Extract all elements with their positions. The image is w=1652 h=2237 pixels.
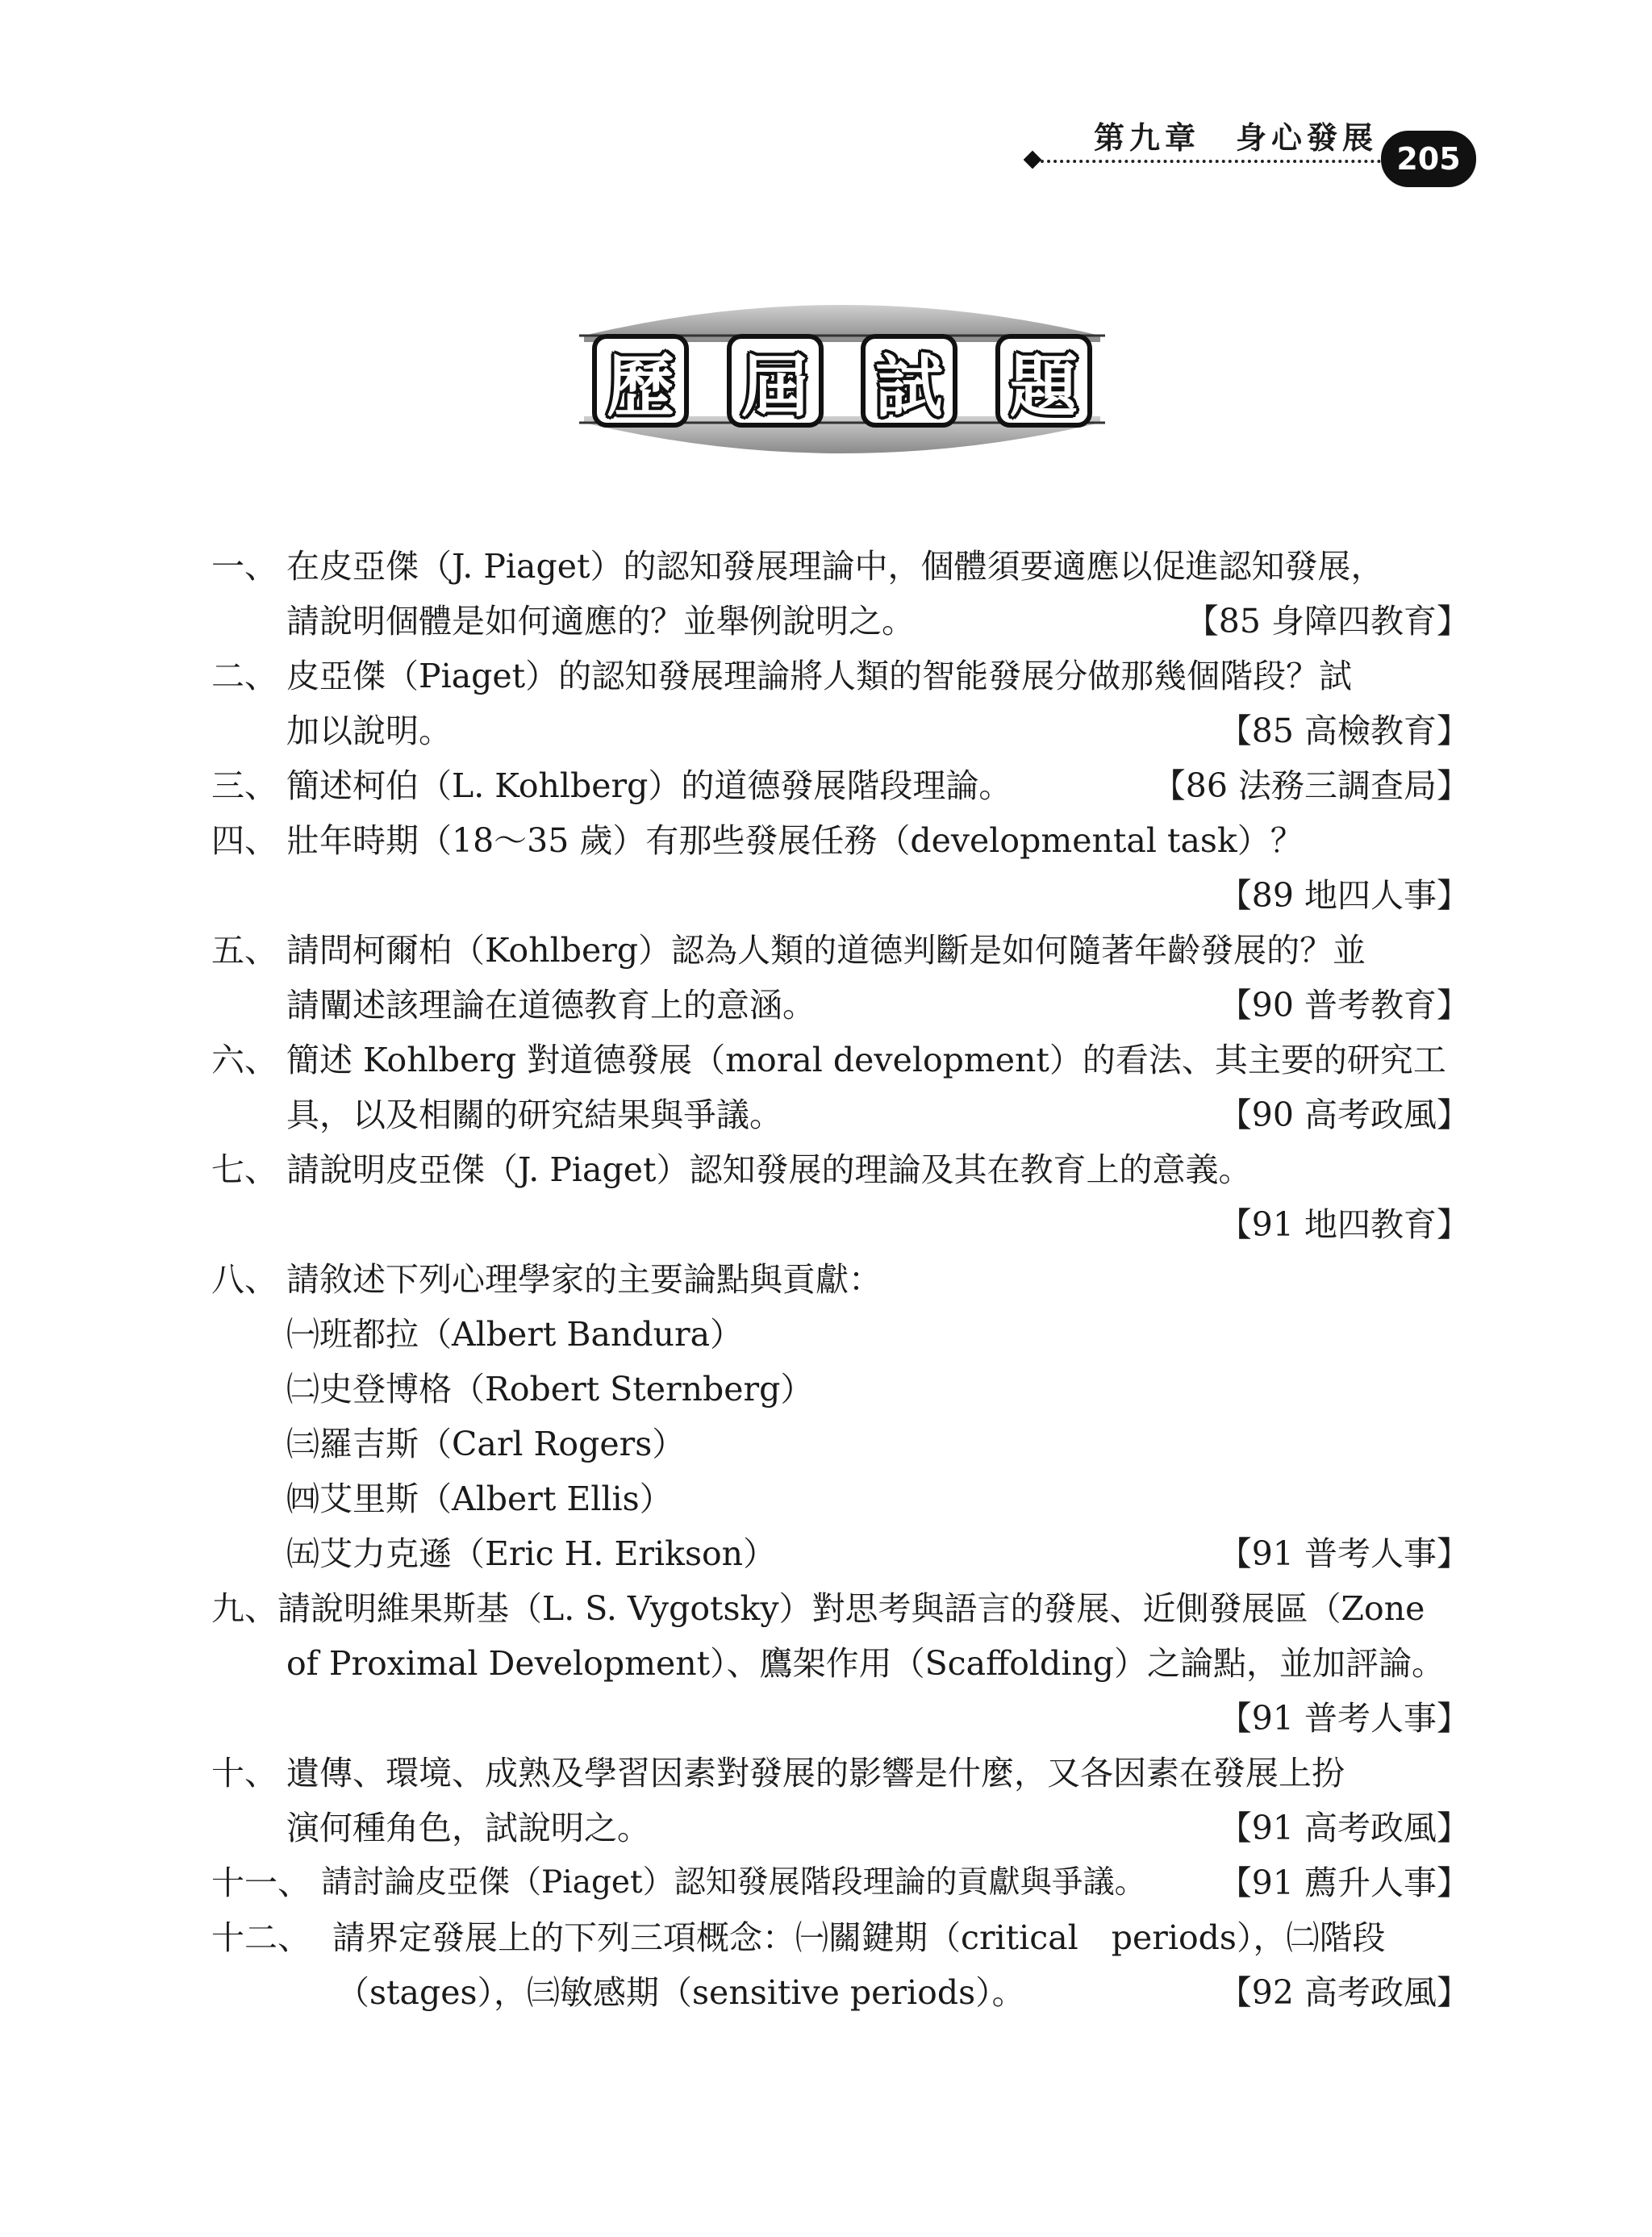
exam-source: 【91 普考人事】	[1218, 1534, 1470, 1573]
dotted-rule	[1041, 160, 1387, 163]
banner-char: 屆	[727, 334, 824, 428]
question-text: 請界定發展上的下列三項概念：㈠關鍵期（critical periods），㈡階段	[332, 1918, 1386, 1957]
sub-item-text: ㈠班都拉（Albert Bandura）	[286, 1315, 744, 1354]
question-line	[211, 1801, 1470, 1855]
banner-char: 試	[861, 334, 957, 428]
exam-source: 【90 普考教育】	[1218, 986, 1470, 1025]
question-text: 演何種角色，試說明之。	[286, 1809, 650, 1847]
question-line	[211, 1252, 1470, 1307]
question-list	[211, 539, 1470, 2020]
question-line	[211, 1142, 1470, 1197]
question-line	[211, 703, 1470, 758]
exam-source: 【91 薦升人事】	[1218, 1863, 1470, 1902]
exam-source: 【85 高檢教育】	[1218, 712, 1470, 750]
question-text: 皮亞傑（Piaget）的認知發展理論將人類的智能發展分做那幾個階段？試	[286, 657, 1353, 695]
question-line	[211, 868, 1470, 923]
sub-item-text: ㈤艾力克遜（Eric H. Erikson）	[286, 1534, 777, 1573]
question-text: 請問柯爾柏（Kohlberg）認為人類的道德判斷是如何隨著年齡發展的？並	[286, 931, 1366, 970]
question-text: 請說明個體是如何適應的？並舉例說明之。	[286, 602, 915, 641]
question-text: of Proximal Development）、鷹架作用（Scaffolding）之論點，並加評論。	[286, 1644, 1446, 1683]
section-banner	[579, 282, 1105, 476]
exam-source: 【89 地四人事】	[1218, 876, 1470, 915]
sub-item-text: ㈡史登博格（Robert Sternberg）	[286, 1370, 814, 1409]
question-line	[211, 1197, 1470, 1252]
question-line	[211, 1746, 1470, 1801]
question-text: 請說明維果斯基（L. S. Vygotsky）對思考與語言的發展、近側發展區（Zone	[277, 1589, 1425, 1628]
question-line	[211, 758, 1470, 813]
exam-source: 【86 法務三調查局】	[1152, 766, 1470, 805]
banner-char: 歷	[592, 334, 689, 428]
question-text: （stages），㈢敏感期（sensitive periods）。	[336, 1973, 1025, 2012]
question-line	[211, 1581, 1470, 1636]
question-number: 六、	[211, 1041, 277, 1079]
question-number: 一、	[211, 547, 277, 586]
question-text: 簡述柯伯（L. Kohlberg）的道德發展階段理論。	[286, 766, 1012, 805]
banner-char: 題	[995, 334, 1092, 428]
sub-item	[211, 1362, 1470, 1417]
question-line	[211, 539, 1470, 594]
sub-item	[211, 1307, 1470, 1362]
question-text: 加以說明。	[286, 712, 452, 750]
question-number: 十二、	[211, 1918, 311, 1957]
question-text: 壯年時期（18～35 歲）有那些發展任務（developmental task）？	[286, 821, 1304, 860]
question-number: 四、	[211, 821, 277, 860]
question-text: 請敘述下列心理學家的主要論點與貢獻：	[286, 1260, 882, 1299]
question-text: 具，以及相關的研究結果與爭議。	[286, 1096, 782, 1134]
question-number: 九、	[211, 1589, 277, 1628]
question-line	[211, 1910, 1470, 1965]
question-line	[211, 594, 1470, 649]
question-line	[211, 978, 1470, 1033]
sub-item	[211, 1471, 1470, 1526]
question-line	[211, 1636, 1470, 1691]
question-line	[211, 923, 1470, 978]
question-number: 二、	[211, 657, 277, 695]
exam-source: 【92 高考政風】	[1218, 1973, 1470, 2012]
page-number: 205	[1381, 131, 1476, 187]
question-text: 遺傳、環境、成熟及學習因素對發展的影響是什麼，又各因素在發展上扮	[286, 1754, 1345, 1793]
chapter-title: 第九章 身心發展	[1093, 119, 1378, 156]
question-text: 請闡述該理論在道德教育上的意涵。	[286, 986, 816, 1025]
question-number: 五、	[211, 931, 277, 970]
question-line	[211, 1087, 1470, 1142]
question-line	[211, 1033, 1470, 1087]
question-line	[211, 1691, 1470, 1746]
question-number: 三、	[211, 766, 277, 805]
question-line	[211, 1965, 1470, 2020]
banner-title	[579, 332, 1105, 429]
sub-item	[211, 1417, 1470, 1471]
question-text: 簡述 Kohlberg 對道德發展（moral development）的看法、其主要的研究工	[286, 1041, 1446, 1079]
question-number: 七、	[211, 1150, 277, 1189]
question-number: 八、	[211, 1260, 277, 1299]
question-text: 在皮亞傑（J. Piaget）的認知發展理論中，個體須要適應以促進認知發展，	[286, 547, 1384, 586]
exam-source: 【90 高考政風】	[1218, 1096, 1470, 1134]
exam-source: 【91 高考政風】	[1218, 1809, 1470, 1847]
sub-item-text: ㈢羅吉斯（Carl Rogers）	[286, 1425, 686, 1463]
diamond-bullet-icon	[1024, 151, 1042, 169]
exam-source: 【91 普考人事】	[1218, 1699, 1470, 1738]
question-line	[211, 813, 1470, 868]
sub-item	[211, 1526, 1470, 1581]
exam-source: 【91 地四教育】	[1218, 1205, 1470, 1244]
question-number: 十一、	[211, 1863, 311, 1902]
question-line	[211, 649, 1470, 703]
question-line	[211, 1855, 1470, 1910]
running-header	[0, 0, 1652, 210]
question-text: 請討論皮亞傑（Piaget）認知發展階段理論的貢獻與爭議。	[321, 1864, 1146, 1901]
question-text: 請說明皮亞傑（J. Piaget）認知發展的理論及其在教育上的意義。	[286, 1150, 1252, 1189]
sub-item-text: ㈣艾里斯（Albert Ellis）	[286, 1480, 673, 1518]
exam-source: 【85 身障四教育】	[1185, 602, 1470, 641]
question-number: 十、	[211, 1754, 277, 1793]
